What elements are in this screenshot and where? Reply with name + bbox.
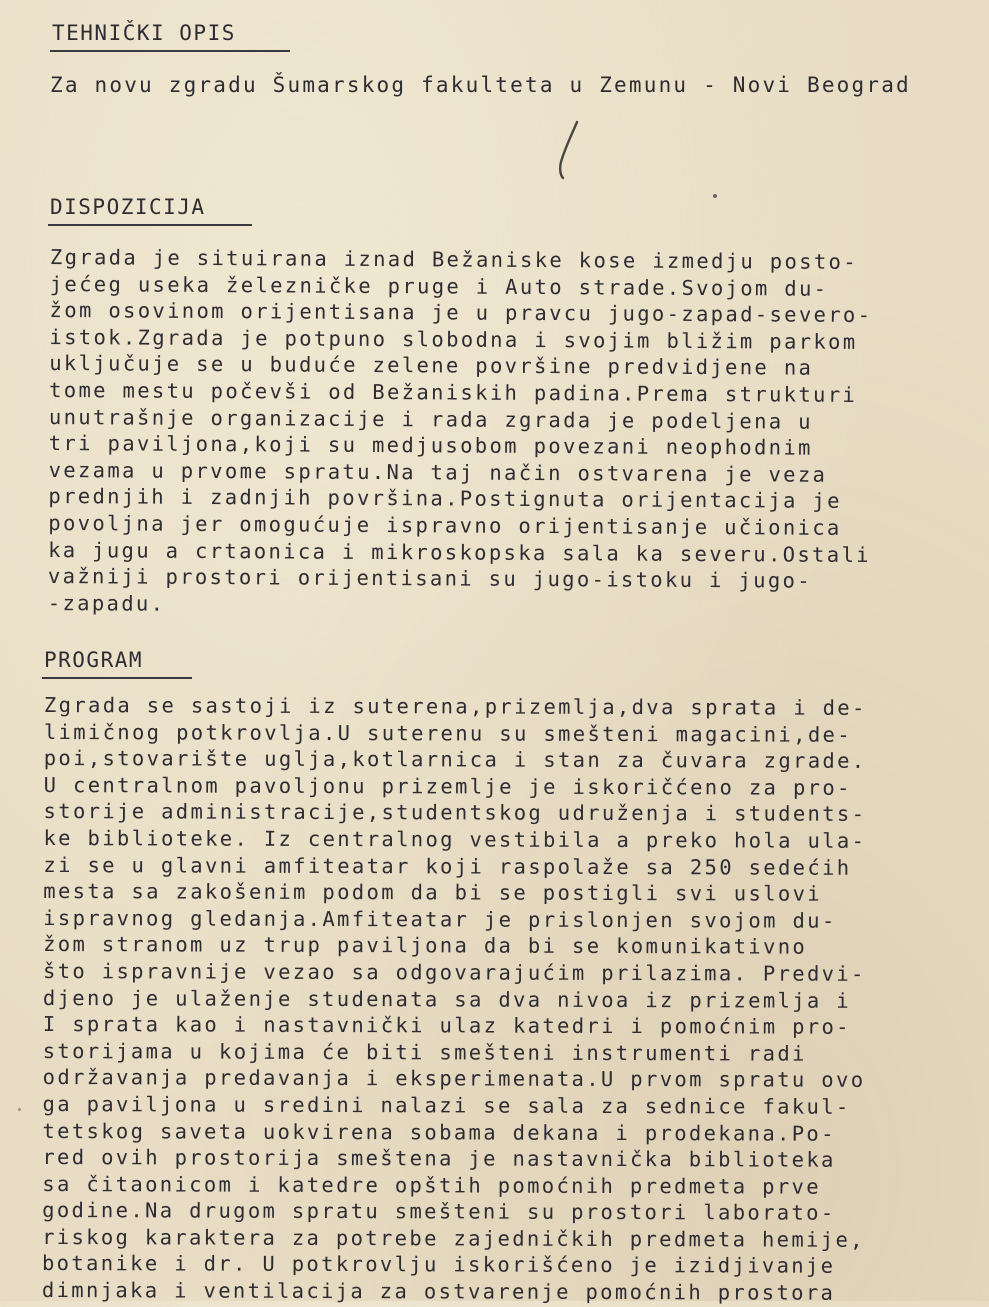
text-line: storijama u kojima će biti smešteni instrumenti radi	[42, 1038, 807, 1066]
text-line: mesta sa zakošenim podom da bi se postigli svi uslovi	[43, 879, 823, 906]
text-line: tetskog saveta uokvirena sobama dekana i prodekana.Po-	[42, 1118, 836, 1146]
text-line: djeno je ulaženje studenata sa dva nivoa iz prizemlja i	[42, 985, 852, 1013]
text-line: tome mestu počevši od Bežaniskih padina.Prema strukturi	[49, 377, 858, 407]
text-line: zi se u glavni amfiteatar koji raspolaže sa 250 sedećih	[43, 852, 852, 880]
section-heading-text: DISPOZICIJA	[50, 195, 206, 219]
section-body-dispozicija	[48, 244, 873, 621]
text-line: prednjih i zadnjih površina.Postignuta orijentacija je	[48, 484, 842, 514]
text-line: održavanja predavanja i eksperimenata.U prvom spratu ovo	[42, 1065, 866, 1093]
paper-speck	[18, 1108, 21, 1111]
text-line: vezama u prvome spratu.Na taj način ostvarena je veza	[48, 457, 828, 487]
section-heading-program	[44, 647, 143, 673]
text-line: red ovih prostorija smeštena je nastavnička biblioteka	[42, 1145, 836, 1172]
text-line: ispravnog gledanja.Amfiteatar je prislonjen svojom du-	[43, 905, 837, 933]
text-line: žom stranom uz trup paviljona da bi se komunikativno	[43, 932, 808, 960]
text-line: žom osovinom orijentisana je u pravcu jugo-zapad-severo-	[49, 298, 873, 328]
text-line: U centralnom pavoljonu prizemlje je iskoričćeno za pro-	[43, 772, 852, 800]
section-heading-text: PROGRAM	[44, 648, 144, 672]
text-line: I sprata kao i nastavnički ulaz katedri i pomoćnim pro-	[42, 1012, 851, 1039]
text-line: ke biblioteke. Iz centralnog vestibila a preko hola ula-	[43, 825, 867, 853]
paper-speck	[713, 194, 717, 198]
section-heading-dispozicija	[50, 194, 206, 220]
title-underline	[50, 50, 290, 52]
text-line: ga paviljona u sredini nalazi se sala za sednice fakul-	[42, 1091, 851, 1119]
text-line: tri paviljona,koji su medjusobom povezani neophodnim	[48, 431, 813, 460]
section-body-program	[42, 692, 867, 1307]
text-line: Zgrada se sastoji iz suterena,prizemlja,dva sprata i de-	[43, 693, 867, 720]
text-line: godine.Na drugom spratu smešteni su prostori laborato-	[42, 1198, 836, 1226]
text-line: sa čitaonicom i katedre opštih pomoćnih predmeta prve	[42, 1171, 822, 1199]
document-title	[52, 20, 236, 46]
pencil-mark-icon	[555, 118, 585, 182]
text-line: storije administracije,studentskog udruženja i students-	[43, 799, 867, 827]
text-line: jećeg useka železničke pruge i Auto strade.Svojom du-	[49, 271, 829, 301]
text-line: povoljna jer omogućuje ispravno orijentisanje učionica	[48, 510, 842, 540]
text-line: važniji prostori orijentisani su jugo-istoku i jugo-	[47, 564, 813, 593]
text-line: limičnog potkrovlja.U suterenu su smešteni magacini,de-	[43, 719, 852, 747]
text-line: botanike i dr. U potkrovlju iskorišćeno je izidjivanje	[41, 1251, 836, 1279]
text-line: uključuje se u buduće zelene površine predvidjene na	[49, 351, 814, 381]
document-subtitle: Za novu zgradu Šumarskog fakulteta u Zemunu - Novi Beograd	[50, 73, 911, 97]
text-line: što ispravnije vezao sa odgovarajućim prilazima. Predvi-	[42, 958, 866, 986]
document-title-text: TEHNIČKI OPIS	[52, 21, 236, 45]
heading-underline	[48, 224, 252, 226]
text-line: istok.Zgrada je potpuno slobodna i svojim bližim parkom	[49, 324, 858, 354]
text-line: ka jugu a crtaonica i mikroskopska sala ka severu.Ostali	[48, 537, 871, 567]
text-line: -zapadu.	[47, 590, 166, 616]
text-line: riskog karaktera za potrebe zajedničkih predmeta hemije,	[42, 1224, 865, 1252]
text-line: unutrašnje organizacije i rada zgrada je podeljena u	[48, 404, 814, 434]
text-line: Zgrada je situirana iznad Bežaniske kose izmedju posto-	[49, 244, 859, 274]
text-line: poi,stovarište uglja,kotlarnica i stan za čuvara zgrade.	[43, 746, 867, 774]
heading-underline	[42, 677, 192, 679]
text-line: dimnjaka i ventilacija za ostvarenje pomoćnih prostora	[41, 1278, 836, 1305]
